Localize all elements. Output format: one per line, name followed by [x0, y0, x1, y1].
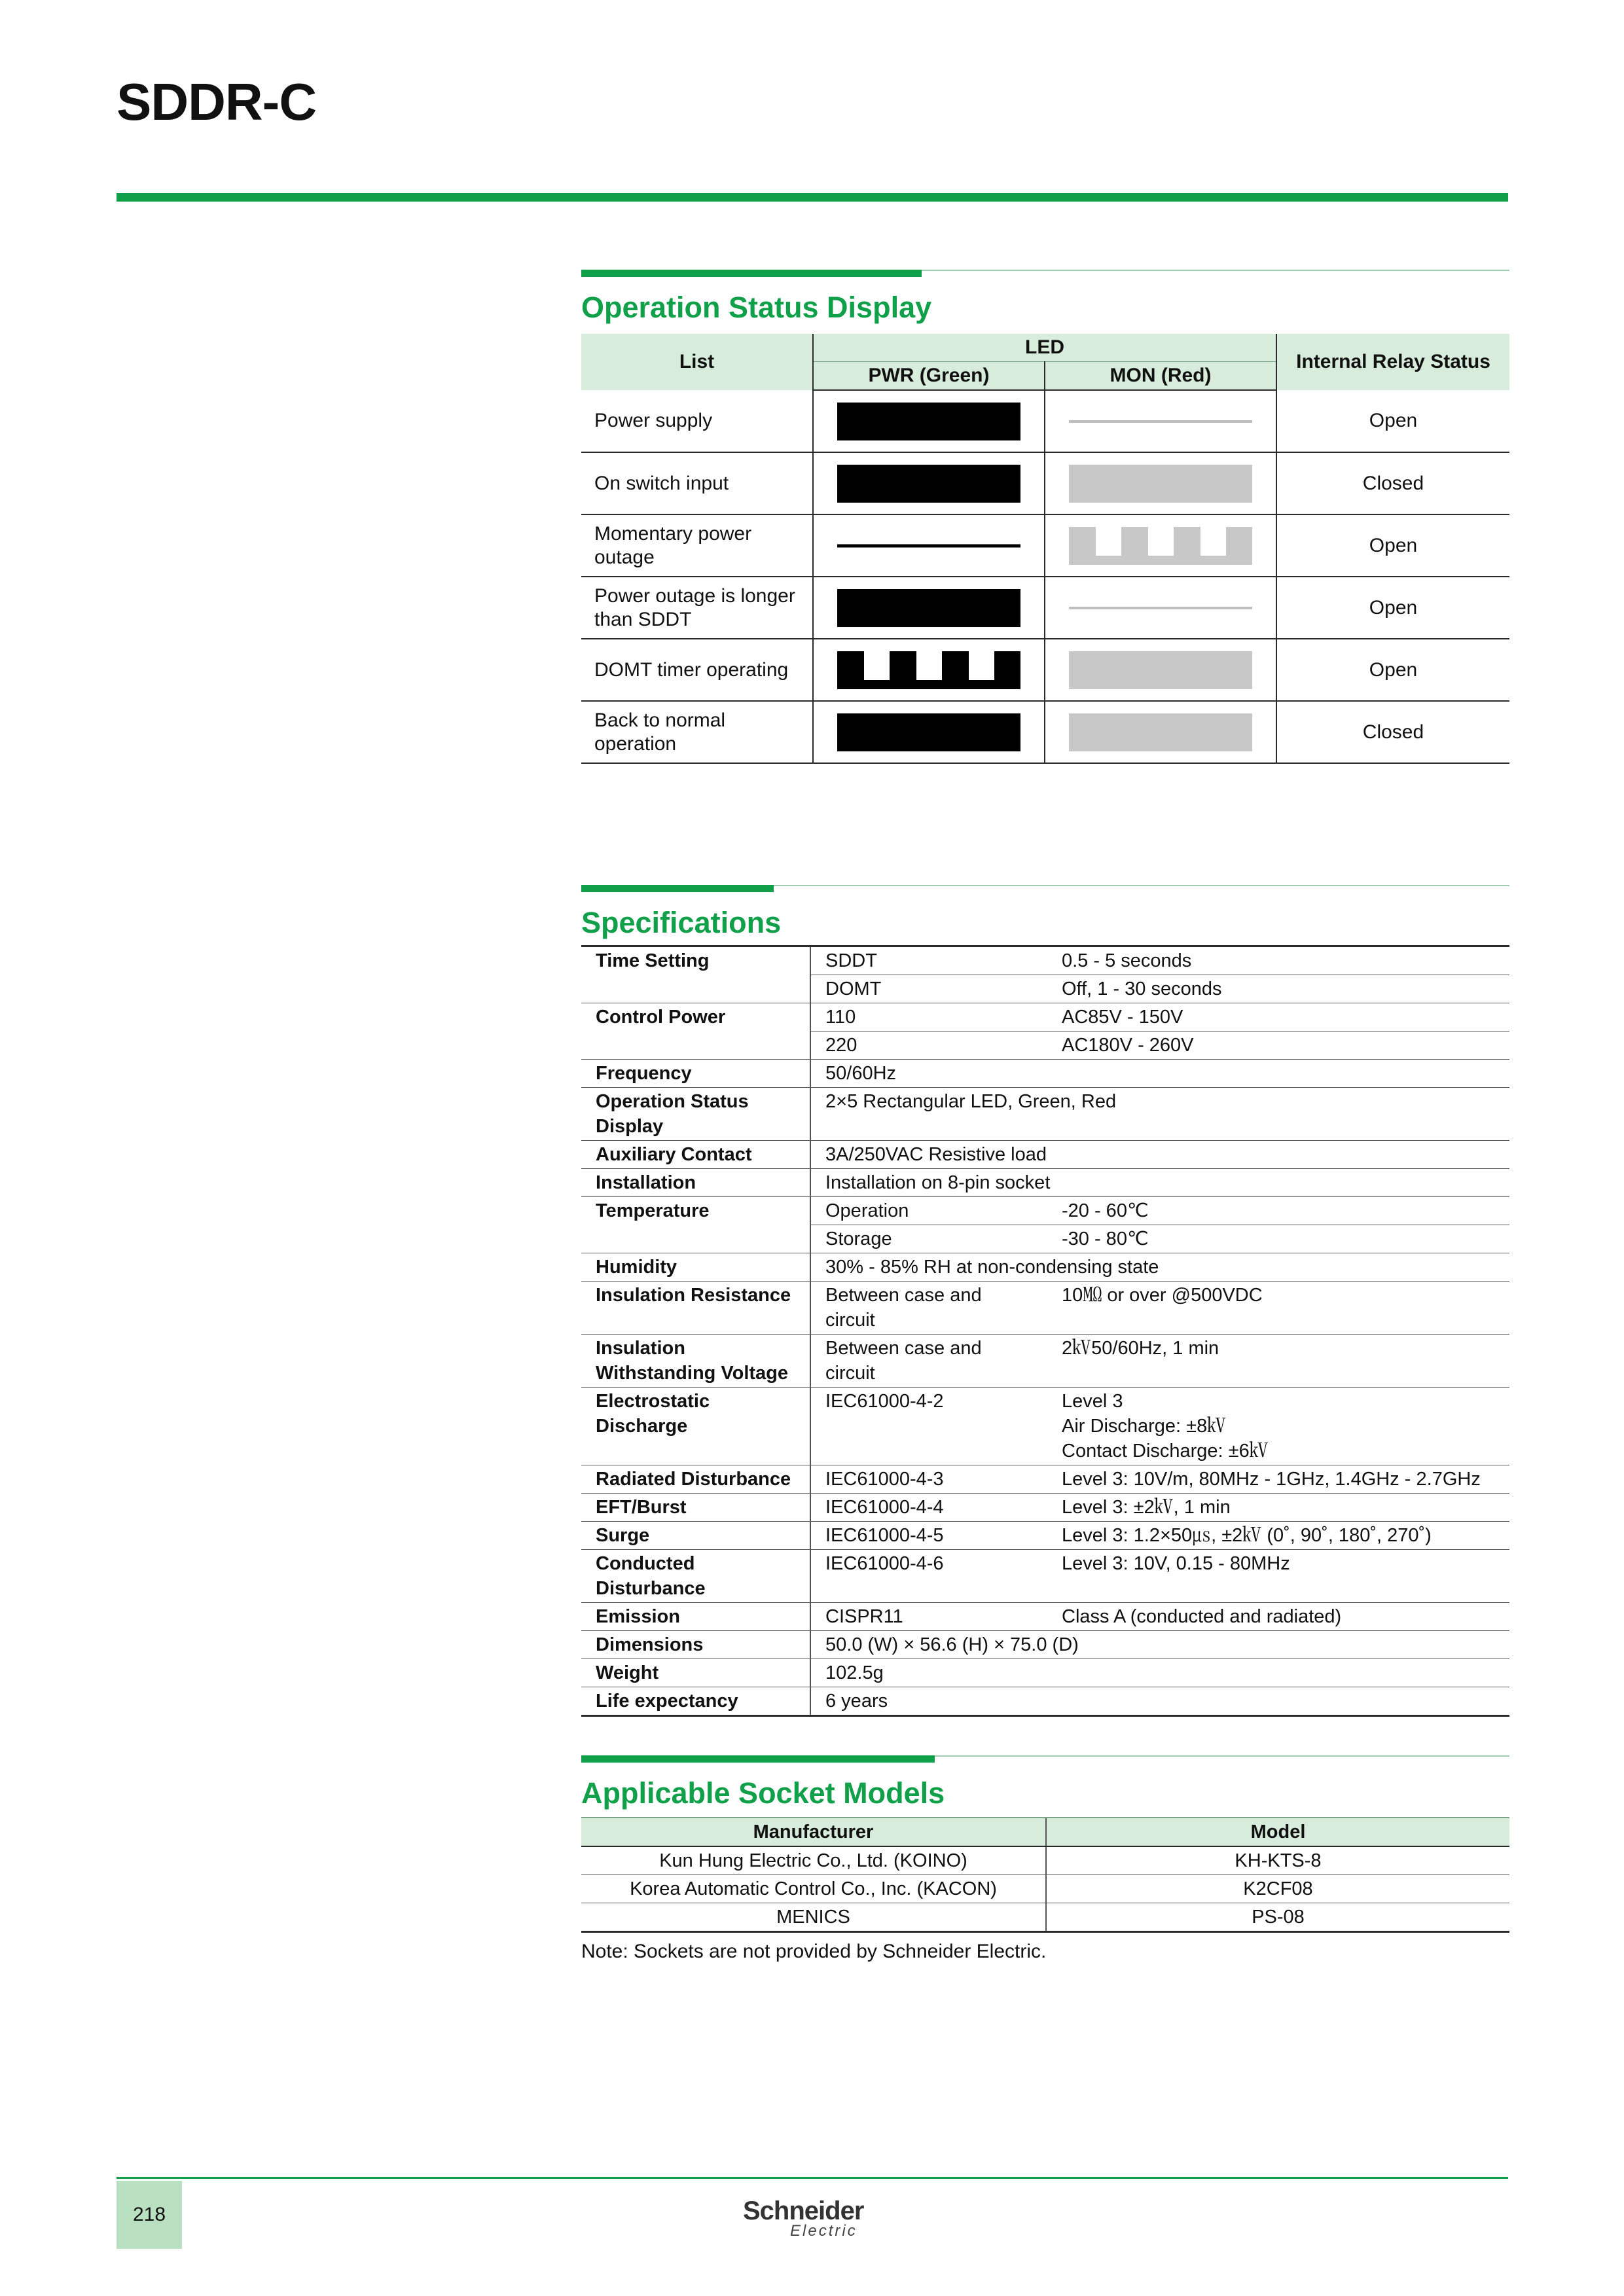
socket-manufacturer: Kun Hung Electric Co., Ltd. (KOINO)	[581, 1846, 1046, 1875]
spec-label: Insulation Withstanding Voltage	[581, 1335, 810, 1388]
spec-value: 102.5g	[810, 1659, 1509, 1687]
spec-row	[581, 1197, 1509, 1225]
pwr-led-cell	[813, 514, 1045, 577]
title-divider	[117, 193, 1508, 202]
spec-row	[581, 1522, 1509, 1550]
mon-led-indicator	[1069, 463, 1252, 504]
pwr-led-cell	[813, 701, 1045, 763]
status-list-label: On switch input	[581, 452, 813, 514]
spec-condition: IEC61000-4-5	[810, 1522, 1047, 1550]
pwr-led-indicator	[837, 588, 1020, 628]
led-blink-off	[1147, 556, 1174, 565]
spec-row	[581, 1060, 1509, 1088]
spec-value: 2×5 Rectangular LED, Green, Red	[810, 1088, 1509, 1141]
led-on-bar	[1069, 651, 1252, 689]
spec-value: Level 3: ±2㎸, 1 min	[1047, 1494, 1509, 1522]
spec-label: Emission	[581, 1603, 810, 1631]
spec-label	[581, 975, 810, 1003]
pwr-led-cell	[813, 452, 1045, 514]
mon-led-indicator	[1069, 588, 1252, 628]
relay-status: Open	[1276, 639, 1509, 701]
status-row	[581, 639, 1509, 701]
spec-condition: Between case and circuit	[810, 1335, 1047, 1388]
page-number: 218	[117, 2181, 182, 2249]
socket-model: KH-KTS-8	[1046, 1846, 1509, 1875]
spec-condition: 220	[810, 1031, 1047, 1060]
header-pwr: PWR (Green)	[813, 362, 1045, 391]
pwr-led-indicator	[837, 526, 1020, 566]
spec-label: Operation Status Display	[581, 1088, 810, 1141]
spec-value: 50/60Hz	[810, 1060, 1509, 1088]
status-row	[581, 701, 1509, 763]
spec-row	[581, 946, 1509, 975]
brand-name: Schneider	[743, 2197, 864, 2225]
section-rule	[581, 1755, 1509, 1765]
spec-value: -30 - 80℃	[1047, 1225, 1509, 1253]
status-heading: Operation Status Display	[581, 291, 932, 324]
spec-value: AC85V - 150V	[1047, 1003, 1509, 1031]
spec-row	[581, 1494, 1509, 1522]
spec-row	[581, 1031, 1509, 1060]
led-blink-on	[1121, 527, 1148, 565]
led-blink-off	[1095, 556, 1122, 565]
status-table	[581, 334, 1509, 764]
spec-condition: Storage	[810, 1225, 1047, 1253]
spec-label: Temperature	[596, 1200, 710, 1221]
pwr-led-indicator	[837, 401, 1020, 442]
spec-label	[581, 1031, 810, 1060]
socket-row	[581, 1875, 1509, 1903]
status-list-label: Momentary power outage	[581, 514, 813, 577]
spec-row	[581, 1687, 1509, 1716]
spec-label: Dimensions	[581, 1631, 810, 1659]
relay-status: Open	[1276, 577, 1509, 639]
spec-value: Class A (conducted and radiated)	[1047, 1603, 1509, 1631]
spec-label: Life expectancy	[581, 1687, 810, 1716]
led-blink-off	[1200, 556, 1227, 565]
header-model: Model	[1046, 1818, 1509, 1846]
spec-table	[581, 945, 1509, 1717]
spec-condition: IEC61000-4-4	[810, 1494, 1047, 1522]
socket-row	[581, 1903, 1509, 1932]
socket-manufacturer: MENICS	[581, 1903, 1046, 1932]
spec-value: 3A/250VAC Resistive load	[810, 1141, 1509, 1169]
led-blink-on	[994, 651, 1020, 689]
status-list-label: Power supply	[581, 390, 813, 452]
led-on-bar	[837, 589, 1020, 627]
header-manufacturer: Manufacturer	[581, 1818, 1046, 1846]
spec-label: Radiated Disturbance	[581, 1465, 810, 1494]
spec-label: Humidity	[581, 1253, 810, 1282]
mon-led-cell	[1045, 390, 1276, 452]
mon-led-cell	[1045, 701, 1276, 763]
spec-condition: CISPR11	[810, 1603, 1047, 1631]
spec-condition: IEC61000-4-3	[810, 1465, 1047, 1494]
spec-label	[581, 1225, 810, 1253]
mon-led-indicator	[1069, 650, 1252, 691]
spec-label: Auxiliary Contact	[581, 1141, 810, 1169]
spec-value: 30% - 85% RH at non-condensing state	[810, 1253, 1509, 1282]
relay-status: Closed	[1276, 701, 1509, 763]
spec-condition: IEC61000-4-2	[810, 1388, 1047, 1465]
spec-value: Installation on 8-pin socket	[810, 1169, 1509, 1197]
spec-label: Insulation Resistance	[581, 1282, 810, 1335]
pwr-led-indicator	[837, 463, 1020, 504]
status-row	[581, 452, 1509, 514]
led-blink-on	[1174, 527, 1200, 565]
led-blink-on	[942, 651, 969, 689]
socket-row	[581, 1846, 1509, 1875]
mon-led-indicator	[1069, 526, 1252, 566]
spec-row	[581, 1550, 1509, 1603]
mon-led-indicator	[1069, 712, 1252, 753]
spec-label: EFT/Burst	[581, 1494, 810, 1522]
spec-condition: Operation	[810, 1197, 1047, 1225]
section-rule	[581, 270, 1509, 279]
socket-heading: Applicable Socket Models	[581, 1776, 945, 1810]
spec-condition: SDDT	[810, 946, 1047, 975]
spec-value: AC180V - 260V	[1047, 1031, 1509, 1060]
header-relay: Internal Relay Status	[1276, 334, 1509, 390]
spec-heading: Specifications	[581, 906, 782, 939]
spec-condition: Between case and circuit	[810, 1282, 1047, 1335]
spec-condition: 110	[810, 1003, 1047, 1031]
spec-row	[581, 1335, 1509, 1388]
spec-row	[581, 1603, 1509, 1631]
pwr-led-cell	[813, 639, 1045, 701]
spec-row	[581, 1465, 1509, 1494]
led-blink-off	[863, 680, 890, 689]
spec-row	[581, 975, 1509, 1003]
led-blink-off	[968, 680, 995, 689]
spec-row	[581, 1253, 1509, 1282]
led-blink-on	[837, 651, 864, 689]
schneider-logo	[743, 2197, 874, 2242]
socket-note: Note: Sockets are not provided by Schneider Electric.	[581, 1941, 1047, 1962]
socket-table	[581, 1817, 1509, 1933]
spec-value: Level 3: 10V/m, 80MHz - 1GHz, 1.4GHz - 2.7GHz	[1047, 1465, 1509, 1494]
spec-value: -20 - 60℃	[1047, 1197, 1509, 1225]
relay-status: Open	[1276, 514, 1509, 577]
relay-status: Closed	[1276, 452, 1509, 514]
spec-value: 6 years	[810, 1687, 1509, 1716]
spec-value: 2㎸50/60Hz, 1 min	[1047, 1335, 1509, 1388]
spec-row	[581, 1659, 1509, 1687]
led-on-bar	[1069, 713, 1252, 751]
status-list-label: Back to normal operation	[581, 701, 813, 763]
spec-value: 50.0 (W) × 56.6 (H) × 75.0 (D)	[810, 1631, 1509, 1659]
led-blink-on	[890, 651, 916, 689]
status-list-label: DOMT timer operating	[581, 639, 813, 701]
socket-model: PS-08	[1046, 1903, 1509, 1932]
spec-label: Weight	[581, 1659, 810, 1687]
spec-label: Frequency	[581, 1060, 810, 1088]
mon-led-indicator	[1069, 401, 1252, 442]
led-blink-on	[1069, 527, 1096, 565]
spec-value: Off, 1 - 30 seconds	[1047, 975, 1509, 1003]
footer-rule	[117, 2177, 1508, 2179]
socket-section	[581, 1755, 1509, 1963]
brand-subname: Electric	[790, 2222, 857, 2240]
spec-label: Installation	[581, 1169, 810, 1197]
spec-value: Level 3 Air Discharge: ±8㎸ Contact Discharge: ±6㎸	[1047, 1388, 1509, 1465]
spec-row	[581, 1388, 1509, 1465]
pwr-led-cell	[813, 390, 1045, 452]
section-rule	[581, 885, 1509, 894]
status-row	[581, 577, 1509, 639]
led-blink-on	[1226, 527, 1252, 565]
status-list-label: Power outage is longer than SDDT	[581, 577, 813, 639]
spec-row	[581, 1003, 1509, 1031]
spec-value: 10㏁ or over @500VDC	[1047, 1282, 1509, 1335]
header-mon: MON (Red)	[1045, 362, 1276, 391]
spec-label: Electrostatic Discharge	[581, 1388, 810, 1465]
relay-status: Open	[1276, 390, 1509, 452]
status-row	[581, 514, 1509, 577]
led-on-bar	[837, 403, 1020, 440]
spec-row	[581, 1169, 1509, 1197]
spec-label: Time Setting	[581, 946, 810, 975]
spec-row	[581, 1088, 1509, 1141]
spec-value: 0.5 - 5 seconds	[1047, 946, 1509, 975]
led-on-bar	[837, 465, 1020, 503]
spec-row	[581, 1631, 1509, 1659]
led-blink-off	[916, 680, 943, 689]
led-on-bar	[837, 713, 1020, 751]
spec-row	[581, 1282, 1509, 1335]
mon-led-cell	[1045, 639, 1276, 701]
pwr-led-indicator	[837, 712, 1020, 753]
spec-label: Surge	[581, 1522, 810, 1550]
header-led: LED	[813, 334, 1276, 362]
status-row	[581, 390, 1509, 452]
pwr-led-indicator	[837, 650, 1020, 691]
status-section	[581, 270, 1509, 764]
spec-row	[581, 1141, 1509, 1169]
mon-led-cell	[1045, 577, 1276, 639]
spec-row	[581, 1225, 1509, 1253]
pwr-led-cell	[813, 577, 1045, 639]
mon-led-cell	[1045, 452, 1276, 514]
spec-condition: DOMT	[810, 975, 1047, 1003]
spec-label: Control Power	[596, 1007, 726, 1028]
spec-section	[581, 885, 1509, 1717]
socket-manufacturer: Korea Automatic Control Co., Inc. (KACON)	[581, 1875, 1046, 1903]
spec-condition: IEC61000-4-6	[810, 1550, 1047, 1603]
socket-model: K2CF08	[1046, 1875, 1509, 1903]
spec-label: Conducted Disturbance	[581, 1550, 810, 1603]
spec-value: Level 3: 1.2×50㎲, ±2㎸ (0˚, 90˚, 180˚, 270˚)	[1047, 1522, 1509, 1550]
header-list: List	[581, 334, 813, 390]
spec-value: Level 3: 10V, 0.15 - 80MHz	[1047, 1550, 1509, 1603]
led-on-bar	[1069, 465, 1252, 503]
page-title: SDDR-C	[117, 73, 317, 131]
mon-led-cell	[1045, 514, 1276, 577]
